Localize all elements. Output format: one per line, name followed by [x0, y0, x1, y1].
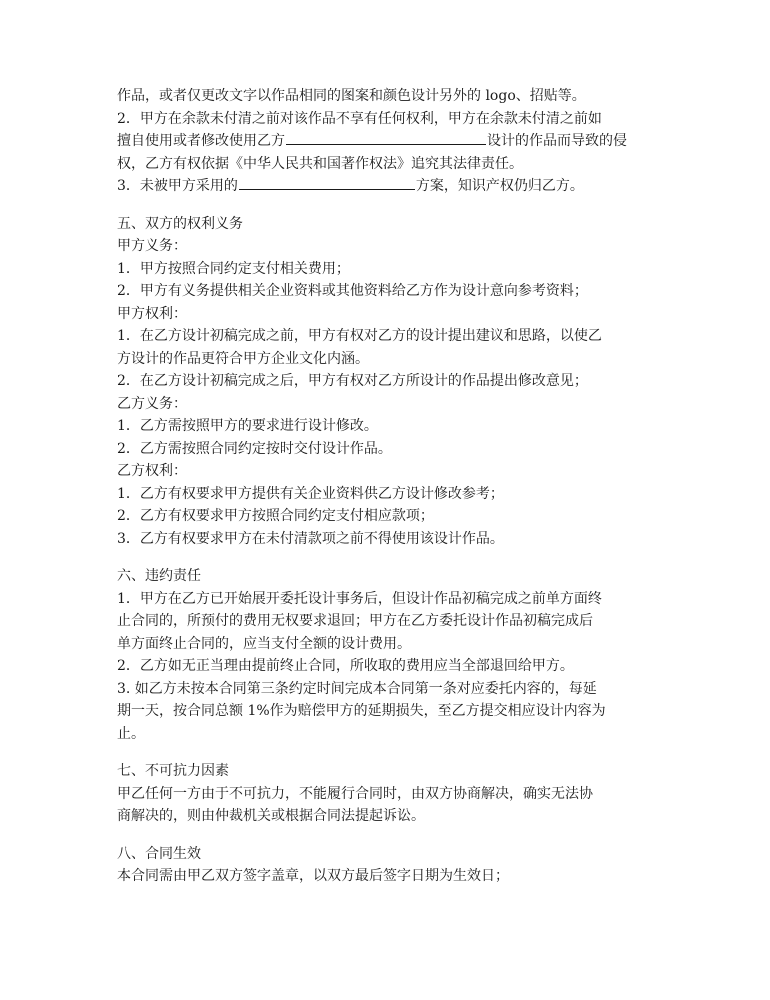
section-gap: [117, 745, 657, 760]
paragraph-line: 2．乙方如无正当理由提前终止合同，所收取的费用应当全部退回给甲方。: [117, 658, 574, 674]
list-item: 1．甲方按照合同约定支付相关费用；: [117, 260, 350, 277]
section-gap: [117, 550, 657, 565]
subheading: 甲方义务：: [117, 238, 187, 254]
list-item: 2．乙方有权要求甲方按照合同约定支付相应款项；: [117, 508, 434, 524]
text-run: 擅自使用或者修改使用乙方: [117, 133, 285, 149]
paragraph-line: 3. 如乙方未按本合同第三条约定时间完成本合同第一条对应委托内容的，每延: [117, 680, 597, 697]
paragraph-line: [117, 130, 657, 153]
list-item: 1．乙方需按照甲方的要求进行设计修改。: [117, 418, 378, 434]
list-item: 2．在乙方设计初稿完成之后，甲方有权对乙方所设计的作品提出修改意见；: [117, 373, 588, 389]
fill-in-blank: [239, 175, 415, 190]
paragraph-line: 1．甲方在乙方已开始展开委托设计事务后，但设计作品初稿完成之前单方面终: [117, 590, 602, 607]
list-item: 3．乙方有权要求甲方在未付清款项之前不得使用该设计作品。: [117, 530, 504, 547]
subheading: 乙方义务：: [117, 395, 187, 412]
subheading: 乙方权利：: [117, 463, 187, 479]
subheading: 甲方权利：: [117, 305, 187, 322]
paragraph-line: 甲乙任何一方由于不可抗力，不能履行合同时，由双方协商解决，确实无法协: [117, 785, 593, 802]
section-heading: 八、合同生效: [117, 845, 201, 862]
paragraph-line: 止。: [117, 725, 145, 742]
paragraph-line: 本合同需由甲乙双方签字盖章，以双方最后签字日期为生效日；: [117, 868, 509, 884]
paragraph-line: 止合同的，所预付的费用无权要求退回；甲方在乙方委托设计作品初稿完成后: [117, 613, 593, 629]
list-item: 1．乙方有权要求甲方提供有关企业资料供乙方设计修改参考；: [117, 485, 504, 502]
paragraph-line: 期一天，按合同总额 1%作为赔偿甲方的延期损失，至乙方提交相应设计内容为: [117, 703, 606, 719]
section-heading: 七、不可抗力因素: [117, 763, 229, 779]
fill-in-blank: [286, 130, 486, 145]
text-run: 3．未被甲方采用的: [117, 178, 238, 194]
paragraph-line: 单方面终止合同的，应当支付全额的设计费用。: [117, 635, 411, 652]
paragraph-line: [117, 175, 657, 198]
section-heading: 六、违约责任: [117, 568, 201, 584]
paragraph-line: 2．甲方在余款未付清之前对该作品不享有任何权利，甲方在余款未付清之前如: [117, 110, 602, 127]
list-item: 2．甲方有义务提供相关企业资料或其他资料给乙方作为设计意向参考资料；: [117, 283, 588, 299]
section-gap: [117, 828, 657, 843]
list-item: 2．乙方需按照合同约定按时交付设计作品。: [117, 440, 392, 457]
paragraph-line: 商解决的，则由仲裁机关或根据合同法提起诉讼。: [117, 808, 425, 824]
section-heading: 五、双方的权利义务: [117, 215, 243, 232]
paragraph-line: 权，乙方有权依据《中华人民共和国著作权法》追究其法律责任。: [117, 155, 523, 172]
section-gap: [117, 198, 657, 213]
paragraph-line: 作品，或者仅更改文字以作品相同的图案和颜色设计另外的 logo、招贴等。: [117, 88, 586, 104]
text-run: 设计的作品而导致的侵: [487, 133, 627, 149]
text-run: 方案，知识产权仍归乙方。: [415, 178, 584, 194]
list-item: 1．在乙方设计初稿完成之前，甲方有权对乙方的设计提出建议和思路，以使乙: [117, 328, 602, 344]
list-item: 方设计的作品更符合甲方企业文化内涵。: [117, 350, 369, 367]
document-body: [117, 85, 657, 888]
